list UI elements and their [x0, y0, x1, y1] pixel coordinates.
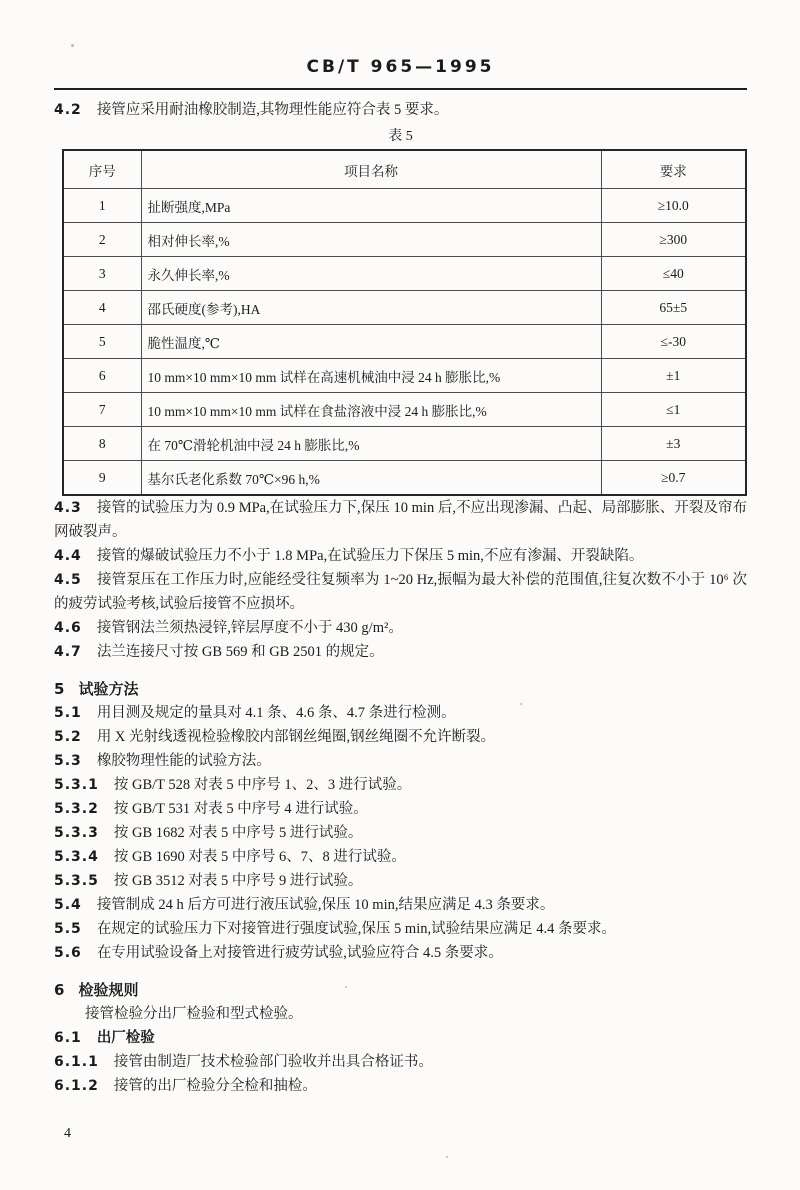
cell-item: 10 mm×10 mm×10 mm 试样在食盐溶液中浸 24 h 膨胀比,% [141, 393, 601, 427]
column-header-req: 要求 [601, 150, 746, 189]
clause-number: 5.3.1 [54, 777, 99, 793]
cell-req: ≥10.0 [601, 189, 746, 223]
scan-speck [345, 986, 347, 988]
section-number: 5 [54, 680, 66, 698]
section-5-heading [54, 677, 747, 701]
clause-text: 在规定的试验压力下对接管进行强度试验,保压 5 min,试验结果应满足 4.4 条要求。 [96, 921, 616, 937]
clause-number: 5.5 [54, 921, 82, 937]
cell-item: 永久伸长率,% [141, 257, 601, 291]
clause-5-3-4 [54, 845, 747, 869]
table-row [63, 461, 746, 496]
table-row [63, 427, 746, 461]
cell-no: 4 [63, 291, 141, 325]
section-6-intro: 接管检验分出厂检验和型式检验。 [85, 1006, 303, 1022]
clause-text: 按 GB/T 528 对表 5 中序号 1、2、3 进行试验。 [113, 777, 412, 793]
table-row [63, 257, 746, 291]
cell-item: 邵氏硬度(参考),HA [141, 291, 601, 325]
clause-text: 橡胶物理性能的试验方法。 [96, 753, 271, 769]
cell-item: 基尔氏老化系数 70℃×96 h,% [141, 461, 601, 496]
cell-req: ≤-30 [601, 325, 746, 359]
table-row [63, 393, 746, 427]
table-5-caption: 表 5 [388, 129, 413, 144]
clause-5-3-2 [54, 797, 747, 821]
header-rule [54, 88, 747, 90]
clause-number: 4.6 [54, 620, 82, 636]
clause-5-6 [54, 941, 747, 965]
clause-number: 5.2 [54, 729, 82, 745]
table-5 [62, 149, 747, 496]
clause-6-1-2 [54, 1074, 747, 1098]
clause-text: 按 GB 3512 对表 5 中序号 9 进行试验。 [113, 873, 363, 889]
section-title: 试验方法 [78, 680, 139, 698]
clause-text: 接管的爆破试验压力不小于 1.8 MPa,在试验压力下保压 5 min,不应有渗漏、开裂缺陷。 [96, 548, 644, 564]
clause-text: 按 GB/T 531 对表 5 中序号 4 进行试验。 [113, 801, 368, 817]
clause-text: 在专用试验设备上对接管进行疲劳试验,试验应符合 4.5 条要求。 [96, 945, 503, 961]
clause-5-4 [54, 893, 747, 917]
cell-item: 脆性温度,℃ [141, 325, 601, 359]
cell-item: 相对伸长率,% [141, 223, 601, 257]
cell-item: 10 mm×10 mm×10 mm 试样在高速机械油中浸 24 h 膨胀比,% [141, 359, 601, 393]
clause-5-2 [54, 725, 747, 749]
clause-text: 接管的试验压力为 0.9 MPa,在试验压力下,保压 10 min 后,不应出现渗漏、凸起、局部膨胀、开裂及帘布网破裂声。 [54, 500, 747, 540]
clause-5-5 [54, 917, 747, 941]
clause-text: 接管泵压在工作压力时,应能经受往复频率为 1~20 Hz,振幅为最大补偿的范围值,往复次数不小于 10⁶ 次的疲劳试验考核,试验后接管不应损坏。 [54, 572, 747, 612]
clause-4-7 [54, 640, 747, 664]
clause-6-1-1 [54, 1050, 747, 1074]
clause-text: 法兰连接尺寸按 GB 569 和 GB 2501 的规定。 [96, 644, 384, 660]
table-row [63, 359, 746, 393]
clause-text: 接管应采用耐油橡胶制造,其物理性能应符合表 5 要求。 [96, 102, 449, 118]
cell-item: 扯断强度,MPa [141, 189, 601, 223]
clause-number: 5.6 [54, 945, 82, 961]
clause-number: 4.5 [54, 572, 82, 588]
clause-number: 5.3.4 [54, 849, 99, 865]
cell-no: 8 [63, 427, 141, 461]
cell-no: 6 [63, 359, 141, 393]
clause-5-3-5 [54, 869, 747, 893]
clause-4-4 [54, 544, 747, 568]
clause-text: 按 GB 1690 对表 5 中序号 6、7、8 进行试验。 [113, 849, 406, 865]
clause-number: 4.3 [54, 500, 82, 516]
column-header-item: 项目名称 [141, 150, 601, 189]
cell-item: 在 70℃滑轮机油中浸 24 h 膨胀比,% [141, 427, 601, 461]
clause-text: 接管的出厂检验分全检和抽检。 [113, 1078, 317, 1094]
cell-req: ±3 [601, 427, 746, 461]
clause-text: 接管钢法兰须热浸锌,锌层厚度不小于 430 g/m²。 [96, 620, 403, 636]
cell-no: 7 [63, 393, 141, 427]
clause-text: 出厂检验 [96, 1030, 155, 1046]
clause-4-2 [54, 98, 747, 122]
clause-number: 4.2 [54, 102, 82, 118]
page-number: 4 [64, 1126, 71, 1141]
clause-5-3 [54, 749, 747, 773]
cell-no: 2 [63, 223, 141, 257]
clause-4-5 [54, 568, 747, 616]
section-6-heading [54, 978, 747, 1002]
clause-text: 接管制成 24 h 后方可进行液压试验,保压 10 min,结果应满足 4.3 条要求。 [96, 897, 555, 913]
clause-number: 5.4 [54, 897, 82, 913]
clause-number: 5.3.5 [54, 873, 99, 889]
cell-req: ≤40 [601, 257, 746, 291]
cell-no: 9 [63, 461, 141, 496]
clause-4-3 [54, 496, 747, 544]
clause-5-3-3 [54, 821, 747, 845]
clause-number: 4.7 [54, 644, 82, 660]
scan-speck [446, 1156, 448, 1158]
clause-number: 5.1 [54, 705, 82, 721]
cell-req: 65±5 [601, 291, 746, 325]
table-row [63, 325, 746, 359]
table-header-row [63, 150, 746, 189]
table-row [63, 223, 746, 257]
section-title: 检验规则 [78, 981, 139, 999]
clause-number: 6.1 [54, 1030, 82, 1046]
clause-number: 6.1.2 [54, 1078, 99, 1094]
cell-no: 1 [63, 189, 141, 223]
cell-no: 5 [63, 325, 141, 359]
clause-4-6 [54, 616, 747, 640]
scan-speck [71, 44, 74, 47]
cell-no: 3 [63, 257, 141, 291]
cell-req: ±1 [601, 359, 746, 393]
clause-text: 接管由制造厂技术检验部门验收并出具合格证书。 [113, 1054, 433, 1070]
section-number: 6 [54, 981, 66, 999]
cell-req: ≥0.7 [601, 461, 746, 496]
document-code: CB/T 965—1995 [306, 57, 495, 77]
clause-5-1 [54, 701, 747, 725]
table-row [63, 189, 746, 223]
clause-number: 5.3 [54, 753, 82, 769]
clause-6-1 [54, 1026, 747, 1050]
clause-text: 用目测及规定的量具对 4.1 条、4.6 条、4.7 条进行检测。 [96, 705, 456, 721]
cell-req: ≤1 [601, 393, 746, 427]
column-header-no: 序号 [63, 150, 141, 189]
cell-req: ≥300 [601, 223, 746, 257]
clause-text: 按 GB 1682 对表 5 中序号 5 进行试验。 [113, 825, 363, 841]
clause-number: 4.4 [54, 548, 82, 564]
clause-5-3-1 [54, 773, 747, 797]
table-row [63, 291, 746, 325]
clause-number: 5.3.2 [54, 801, 99, 817]
clause-number: 5.3.3 [54, 825, 99, 841]
scan-speck [520, 703, 522, 705]
clause-number: 6.1.1 [54, 1054, 99, 1070]
clause-text: 用 X 光射线透视检验橡胶内部钢丝绳圈,钢丝绳圈不允许断裂。 [96, 729, 496, 745]
